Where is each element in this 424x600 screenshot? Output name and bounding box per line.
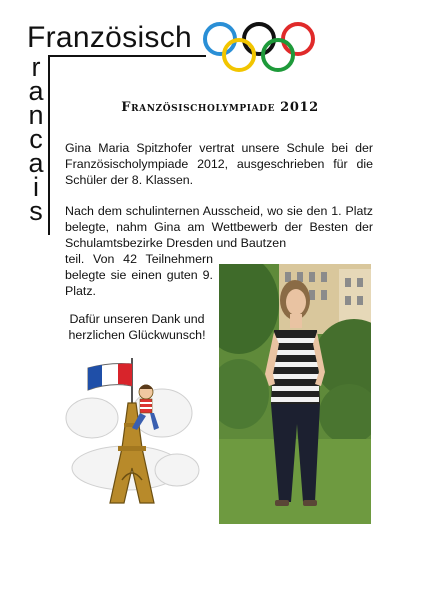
vertical-letter: a [28, 76, 44, 106]
student-photo [219, 264, 371, 524]
paragraph-contest: Nach dem schulinternen Ausscheid, wo sie den 1. Platz belegte, nahm Gina am Wettbewerb der Besten der Schulamtsbezirke Dresden und Bautzen [65, 204, 373, 250]
thanks-text: Dafür unseren Dank und herzlichen Glückwunsch! [68, 312, 206, 342]
ring-green [263, 40, 293, 70]
header-horizontal-line [48, 55, 206, 57]
vertical-letter: r [31, 52, 41, 82]
page-title: Französisch [27, 21, 193, 54]
ring-blue [205, 24, 235, 54]
article-headline: Französischolympiade 2012 [121, 100, 319, 115]
vertical-letter: a [28, 148, 44, 178]
header-vertical-line [48, 55, 50, 235]
vertical-letter: c [29, 124, 43, 154]
ring-black [244, 24, 274, 54]
paragraph-result: teil. Von 42 Teilnehmern belegte sie einen guten 9. Platz. [65, 252, 213, 298]
vertical-letter: n [28, 100, 44, 130]
eiffel-tower-cartoon [62, 358, 202, 508]
olympic-rings-logo [200, 20, 320, 76]
ring-yellow [224, 40, 254, 70]
ring-red [283, 24, 313, 54]
vertical-letter: i [33, 172, 39, 202]
vertical-letter: s [29, 196, 43, 226]
paragraph-intro: Gina Maria Spitzhofer vertrat unsere Schule bei der Französischolympiade 2012, ausgeschrieben für die Schüler der 8. Klassen. [65, 141, 373, 187]
